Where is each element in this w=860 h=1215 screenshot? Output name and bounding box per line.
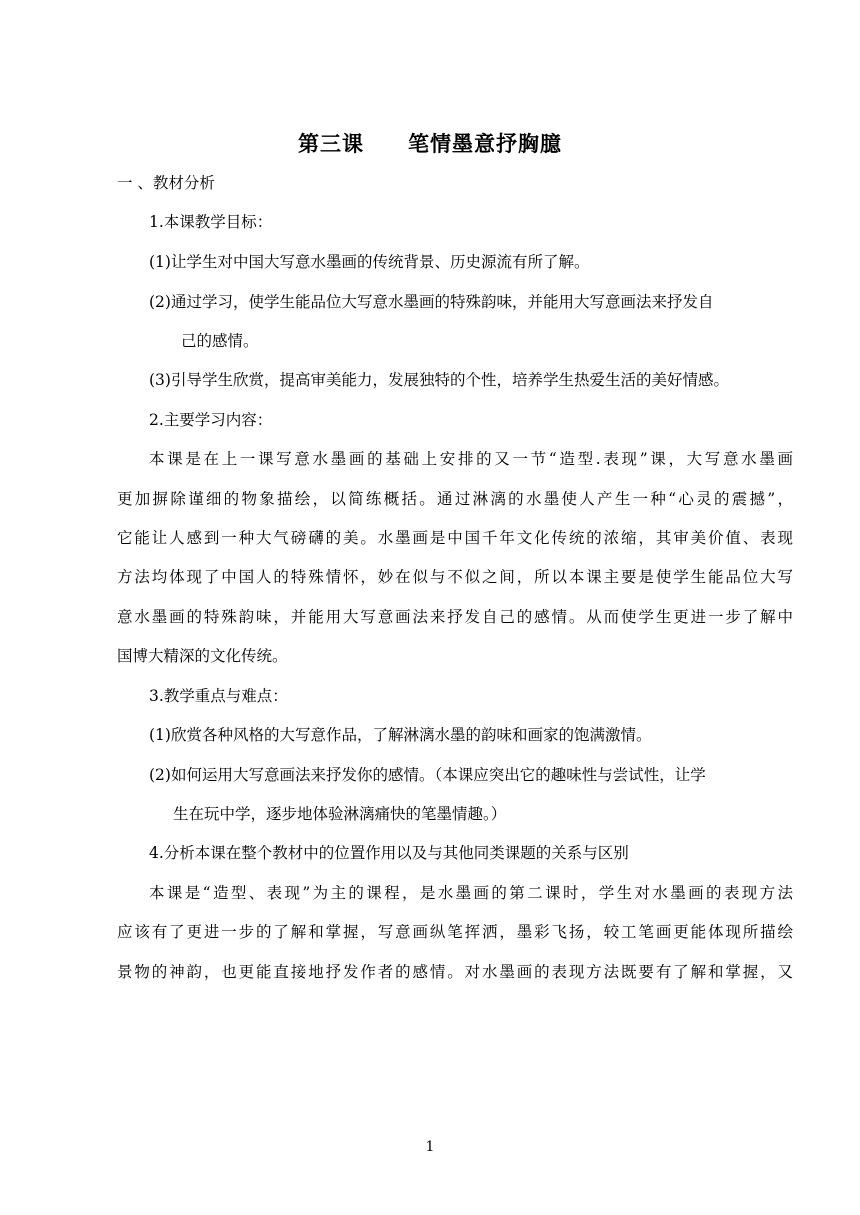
paragraph-line: 本课是在上一课写意水墨画的基础上安排的又一节“造型.表现”课，大写意水墨画	[149, 450, 793, 468]
paragraph-line: 本课是“造型、表现”为主的课程，是水墨画的第二课时，学生对水墨画的表现方法	[149, 884, 793, 902]
paragraph-line: 方法均体现了中国人的特殊情怀，妙在似与不似之间，所以本课主要是使学生能品位大写	[117, 568, 793, 586]
paragraph-line: 国博大精深的文化传统。	[117, 647, 288, 665]
paragraph-line: 更加摒除谨细的物象描绘，以简练概括。通过淋漓的水墨使人产生一种“心灵的震撼”，	[117, 490, 793, 508]
paragraph-line: 意水墨画的特殊韵味，并能用大写意画法来抒发自己的感情。从而使学生更进一步了解中	[117, 608, 793, 626]
subheading-analysis: 4.分析本课在整个教材中的位置作用以及与其他同类课题的关系与区别	[149, 844, 629, 862]
subheading-goals: 1.本课教学目标：	[149, 213, 273, 231]
page-title: 第三课 笔情墨意抒胸臆	[298, 131, 562, 156]
goal-item: (2)通过学习，使学生能品位大写意水墨画的特殊韵味，并能用大写意画法来抒发自	[149, 293, 714, 311]
keypoint-item: (1)欣赏各种风格的大写意作品，了解淋漓水墨的韵味和画家的饱满激情。	[149, 726, 652, 744]
paragraph-line: 应该有了更进一步的了解和掌握，写意画纵笔挥洒，墨彩飞扬，较工笔画更能体现所描绘	[117, 923, 793, 941]
keypoint-item: (2)如何运用大写意画法来抒发你的感情。（本课应突出它的趣味性与尝试性，让学	[149, 766, 706, 784]
paragraph-line: 景物的神韵，也更能直接地抒发作者的感情。对水墨画的表现方法既要有了解和掌握，又	[117, 963, 793, 981]
subheading-content: 2.主要学习内容：	[149, 411, 273, 429]
page-number: 1	[425, 1139, 435, 1155]
keypoint-item-continuation: 生在玩中学，逐步地体验淋漓痛快的笔墨情趣。）	[173, 805, 507, 823]
section-heading: 一 、教材分析	[117, 174, 215, 192]
goal-item-continuation: 己的感情。	[181, 332, 259, 350]
paragraph-line: 它能让人感到一种大气磅礴的美。水墨画是中国千年文化传统的浓缩，其审美价值、表现	[117, 529, 793, 547]
goal-item: (3)引导学生欣赏，提高审美能力，发展独特的个性，培养学生热爱生活的美好情感。	[149, 371, 729, 389]
goal-item: (1)让学生对中国大写意水墨画的传统背景、历史源流有所了解。	[149, 253, 590, 271]
subheading-keypoints: 3.教学重点与难点：	[149, 687, 288, 705]
